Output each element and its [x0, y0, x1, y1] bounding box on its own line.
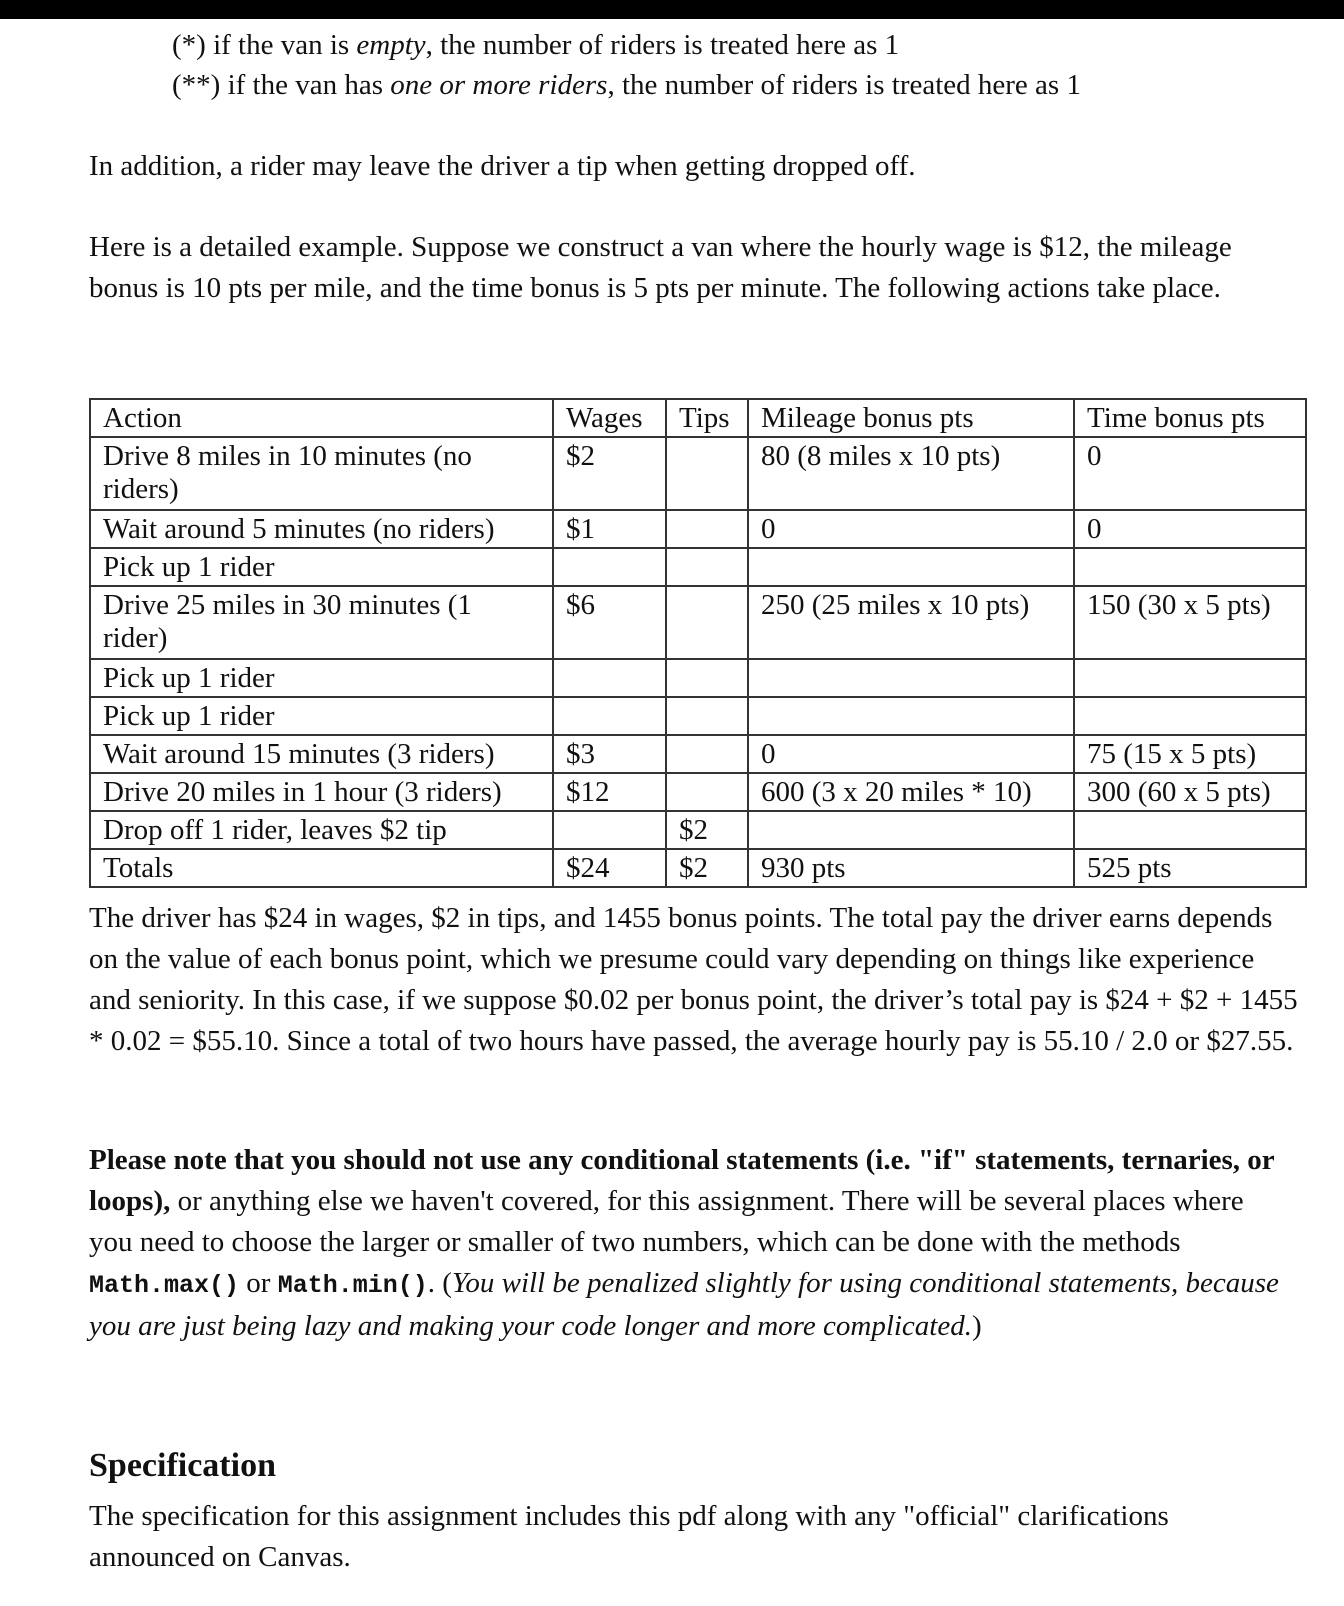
table-totals-row — [90, 849, 1306, 887]
table-row — [90, 659, 1306, 697]
cell-time: 0 — [1074, 437, 1306, 510]
cell-tips — [666, 697, 748, 735]
footnote-empty-van: (*) if the van is empty, the number of riders is treated here as 1 — [172, 29, 900, 61]
cell-wages — [553, 548, 666, 586]
table-row — [90, 437, 1306, 510]
cell-mileage: 80 (8 miles x 10 pts) — [748, 437, 1074, 510]
specification-paragraph: The specification for this assignment includes this pdf along with any "official" clarifications announced on Canvas. — [89, 1500, 1169, 1573]
cell-wages — [553, 697, 666, 735]
table-row — [90, 586, 1306, 659]
table-row — [90, 735, 1306, 773]
cell-mileage: 600 (3 x 20 miles * 10) — [748, 773, 1074, 811]
note-bold-text: Please note that you should not use any conditional statements (i.e. "if" statements, ternaries, or loops), — [89, 1144, 1275, 1217]
cell-tips — [666, 437, 748, 510]
cell-time: 300 (60 x 5 pts) — [1074, 773, 1306, 811]
cell-tips: $2 — [666, 811, 748, 849]
cell-action: Pick up 1 rider — [90, 659, 553, 697]
cell-action: Pick up 1 rider — [90, 697, 553, 735]
cell-action: Pick up 1 rider — [90, 548, 553, 586]
table-row — [90, 773, 1306, 811]
cell-time: 525 pts — [1074, 849, 1306, 887]
conditional-note-paragraph: Please note that you should not use any conditional statements (i.e. "if" statements, ternaries, or loops), or anything else we haven't covered, for this assignment. There will be several places where you need to choose the larger or smaller of two numbers, which can be done with the methods Math.max() or Math.min(). (You will be penalized slightly for using conditional statements, because you are just being lazy and making your code longer and more complicated.) — [89, 1144, 1279, 1342]
cell-wages — [553, 659, 666, 697]
cell-action: Totals — [90, 849, 553, 887]
cell-time: 0 — [1074, 510, 1306, 548]
cell-wages: $3 — [553, 735, 666, 773]
table-header-row — [90, 399, 1306, 437]
cell-action: Wait around 5 minutes (no riders) — [90, 510, 553, 548]
cell-action: Drive 8 miles in 10 minutes (no riders) — [90, 437, 553, 510]
table-row — [90, 811, 1306, 849]
cell-time — [1074, 659, 1306, 697]
cell-mileage: 250 (25 miles x 10 pts) — [748, 586, 1074, 659]
example-intro-paragraph: Here is a detailed example. Suppose we construct a van where the hourly wage is $12, the mileage bonus is 10 pts per mile, and the time bonus is 5 pts per minute. The following actions take place. — [89, 231, 1232, 304]
cell-tips — [666, 659, 748, 697]
cell-time — [1074, 548, 1306, 586]
cell-action: Drive 20 miles in 1 hour (3 riders) — [90, 773, 553, 811]
cell-mileage — [748, 697, 1074, 735]
cell-tips — [666, 735, 748, 773]
cell-mileage — [748, 659, 1074, 697]
summary-paragraph: The driver has $24 in wages, $2 in tips, and 1455 bonus points. The total pay the driver earns depends on the value of each bonus point, which we presume could vary depending on things like experience and seniority. In this case, if we suppose $0.02 per bonus point, the driver’s total pay is $24 + $2 + 1455 * 0.02 = $55.10. Since a total of two hours have passed, the average hourly pay is 55.10 / 2.0 or $27.55. — [89, 902, 1298, 1057]
cell-wages: $6 — [553, 586, 666, 659]
cell-wages: $1 — [553, 510, 666, 548]
cell-wages: $12 — [553, 773, 666, 811]
code-math-min: Math.min() — [277, 1271, 428, 1300]
example-table — [89, 398, 1307, 888]
header-time: Time bonus pts — [1074, 399, 1306, 437]
cell-time — [1074, 811, 1306, 849]
cell-tips — [666, 548, 748, 586]
specification-heading: Specification — [89, 1447, 276, 1484]
cell-mileage: 0 — [748, 735, 1074, 773]
table-row — [90, 697, 1306, 735]
cell-tips — [666, 773, 748, 811]
cell-time — [1074, 697, 1306, 735]
cell-tips — [666, 586, 748, 659]
header-wages: Wages — [553, 399, 666, 437]
cell-wages: $2 — [553, 437, 666, 510]
cell-action: Drop off 1 rider, leaves $2 tip — [90, 811, 553, 849]
cell-wages — [553, 811, 666, 849]
cell-time: 75 (15 x 5 pts) — [1074, 735, 1306, 773]
penalty-note: You will be penalized slightly for using conditional statements, because you are just being lazy and making your code longer and more complicated. — [89, 1267, 1279, 1342]
cell-wages: $24 — [553, 849, 666, 887]
cell-mileage: 930 pts — [748, 849, 1074, 887]
cell-tips — [666, 510, 748, 548]
cell-mileage: 0 — [748, 510, 1074, 548]
header-tips: Tips — [666, 399, 748, 437]
table-row — [90, 548, 1306, 586]
cell-action: Drive 25 miles in 30 minutes (1 rider) — [90, 586, 553, 659]
code-math-max: Math.max() — [89, 1271, 240, 1300]
cell-tips: $2 — [666, 849, 748, 887]
header-action: Action — [90, 399, 553, 437]
footnote-riders-van: (**) if the van has one or more riders, the number of riders is treated here as 1 — [172, 69, 1081, 101]
cell-action: Wait around 15 minutes (3 riders) — [90, 735, 553, 773]
cell-mileage — [748, 548, 1074, 586]
table-row — [90, 510, 1306, 548]
header-mileage: Mileage bonus pts — [748, 399, 1074, 437]
top-black-bar — [0, 0, 1344, 19]
cell-time: 150 (30 x 5 pts) — [1074, 586, 1306, 659]
tip-paragraph: In addition, a rider may leave the driver a tip when getting dropped off. — [89, 150, 916, 182]
cell-mileage — [748, 811, 1074, 849]
